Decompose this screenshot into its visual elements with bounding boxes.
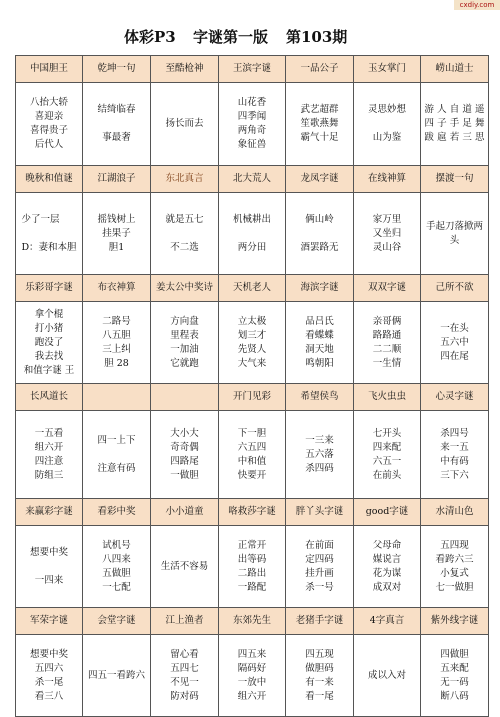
column-header: 希望侯鸟	[286, 384, 354, 411]
riddle-line: 洞天地	[305, 343, 334, 355]
riddle-line: 五做胆	[102, 567, 131, 579]
riddle-cell	[16, 302, 83, 384]
riddle-line: 挂果子	[102, 227, 131, 239]
riddle-line: 山为鉴	[372, 132, 402, 143]
riddle-line: 方向盘	[170, 315, 199, 327]
riddle-line: 四五现	[305, 648, 334, 660]
column-header: 军荣字谜	[16, 608, 83, 635]
riddle-line: 胆1	[108, 241, 125, 253]
riddle-line: 三下六	[440, 469, 469, 481]
riddle-line: 胆 28	[104, 357, 129, 369]
riddle-line: 路路通	[372, 329, 402, 341]
riddle-cell	[16, 83, 83, 166]
riddle-line: 五四七	[170, 662, 199, 674]
column-header: 心灵字谜	[421, 384, 489, 411]
riddle-line: 一放中	[237, 676, 267, 688]
riddle-cell	[219, 83, 286, 166]
title-lottery: 体彩P3	[124, 28, 176, 46]
riddle-line: 四在尾	[440, 350, 469, 362]
riddle-line: 手起刀落掀两头	[425, 220, 483, 246]
riddle-line: 看跨六三	[435, 553, 474, 565]
riddle-cell	[219, 411, 286, 499]
riddle-cell	[151, 83, 219, 166]
riddle-line: 一七配	[102, 581, 131, 593]
riddle-line: 六五四	[237, 441, 267, 453]
riddle-line: 定四码	[305, 553, 334, 565]
riddle-line: 跋扈若三思	[424, 132, 485, 143]
riddle-line: 想要中奖	[29, 546, 68, 558]
riddle-line: 二路出	[237, 567, 267, 579]
riddle-cell	[83, 635, 151, 717]
riddle-line: 打小猪	[34, 322, 64, 334]
riddle-line	[21, 227, 76, 241]
riddle-line: 立太极	[237, 315, 267, 327]
riddle-row	[16, 526, 489, 608]
riddle-line: 酒罢路无	[300, 241, 339, 253]
title-issue: 第103期	[286, 28, 348, 46]
riddle-line: 七一做胆	[435, 581, 474, 593]
riddle-line: 游人自道遥	[424, 104, 485, 115]
riddle-line: 杀一号	[305, 581, 334, 593]
riddle-line: 一在头	[440, 322, 469, 334]
column-header	[83, 384, 151, 411]
riddle-cell	[219, 635, 286, 717]
riddle-line: 扬长而去	[165, 118, 204, 129]
riddle-row	[16, 635, 489, 717]
header-row	[16, 275, 489, 302]
riddle-line: 里程表	[170, 329, 199, 341]
riddle-table	[15, 55, 489, 717]
riddle-line: 五四六	[34, 662, 64, 674]
column-header: 海滨字谜	[286, 275, 354, 302]
column-header: 己所不欲	[421, 275, 489, 302]
riddle-row	[16, 83, 489, 166]
column-header: 一品公子	[286, 56, 354, 83]
riddle-line: 杀一尾	[34, 676, 64, 688]
riddle-line: 二路号	[102, 315, 131, 327]
riddle-cell	[286, 635, 354, 717]
column-header: 江湖浪子	[83, 166, 151, 193]
riddle-line: 四季闻	[237, 111, 267, 122]
riddle-line: 七开头	[372, 427, 402, 439]
riddle-line: 组六开	[237, 690, 267, 702]
column-header: 乾坤一句	[83, 56, 151, 83]
riddle-cell	[83, 526, 151, 608]
riddle-line: 先贤人	[237, 343, 267, 355]
column-header: 晚秋和值谜	[16, 166, 83, 193]
riddle-line: 不见一	[170, 676, 199, 688]
riddle-line	[165, 227, 203, 241]
riddle-line: 成双对	[372, 581, 402, 593]
column-header: 紫外线字谜	[421, 608, 489, 635]
riddle-line: 喜得贵子	[29, 125, 68, 136]
riddle-line: 奇奇偶	[170, 441, 199, 453]
riddle-cell	[219, 526, 286, 608]
riddle-line: 机械耕出	[232, 213, 271, 225]
riddle-line: 四一上下	[97, 434, 136, 446]
column-header: 水清山色	[421, 499, 489, 526]
column-header: 江上渔者	[151, 608, 219, 635]
column-header: 乐彩哥字谜	[16, 275, 83, 302]
riddle-line: D：妻和本胆	[21, 241, 77, 253]
watermark: cxdiy.com	[454, 0, 500, 10]
riddle-line	[233, 227, 271, 241]
column-header: 双双字谜	[354, 275, 421, 302]
riddle-line: 花为谋	[372, 567, 402, 579]
riddle-line	[300, 227, 338, 241]
riddle-line: 八四来	[102, 553, 131, 565]
riddle-line: 灵思妙想	[367, 104, 406, 115]
riddle-cell	[286, 193, 354, 275]
riddle-line: 中和值	[237, 455, 267, 467]
riddle-line: 亲哥俩	[372, 315, 402, 327]
column-header: good字谜	[354, 499, 421, 526]
riddle-cell	[83, 193, 151, 275]
riddle-line: 和值字谜 王	[23, 364, 75, 376]
riddle-row	[16, 193, 489, 275]
riddle-line	[368, 117, 406, 131]
column-header: 胖丫头字谜	[286, 499, 354, 526]
column-header: 玉女掌门	[354, 56, 421, 83]
riddle-line: 俩山岭	[305, 213, 334, 225]
header-row	[16, 56, 489, 83]
riddle-line: 六五一	[372, 455, 402, 467]
riddle-line: 一做胆	[170, 469, 199, 481]
riddle-line: 挂升画	[305, 567, 334, 579]
riddle-line: 一五看	[34, 427, 64, 439]
column-header: 老猪手字谜	[286, 608, 354, 635]
column-header: 天机老人	[219, 275, 286, 302]
column-header: 4字真言	[354, 608, 421, 635]
riddle-line: 小复式	[440, 567, 469, 579]
riddle-line: 组六开	[34, 441, 64, 453]
column-header: 摆渡一句	[421, 166, 489, 193]
riddle-cell	[354, 411, 421, 499]
riddle-cell	[16, 635, 83, 717]
column-header: 布衣神算	[83, 275, 151, 302]
column-header	[151, 384, 219, 411]
riddle-cell	[421, 193, 489, 275]
riddle-cell	[354, 635, 421, 717]
riddle-cell	[16, 193, 83, 275]
riddle-line: 八抬大轿	[29, 97, 68, 108]
riddle-cell	[421, 526, 489, 608]
column-header: 开门见彩	[219, 384, 286, 411]
riddle-line: 品吕氏	[305, 315, 334, 327]
header-row	[16, 384, 489, 411]
column-header: 东郊先生	[219, 608, 286, 635]
riddle-line: 五来配	[440, 662, 469, 674]
riddle-line: 隔码好	[237, 662, 267, 674]
riddle-cell	[151, 635, 219, 717]
riddle-line: 两分田	[237, 241, 267, 253]
riddle-line: 防组三	[34, 469, 64, 481]
riddle-row	[16, 411, 489, 499]
riddle-line: 生活不容易	[160, 560, 209, 572]
riddle-line: 霸气十足	[300, 132, 339, 143]
riddle-line: 四五一看跨六	[87, 669, 145, 681]
riddle-line: 试机号	[102, 539, 131, 551]
riddle-line	[97, 448, 135, 462]
riddle-line: 做胆码	[305, 662, 334, 674]
riddle-cell	[83, 302, 151, 384]
riddle-line: 五四现	[440, 539, 469, 551]
riddle-line: 防对码	[170, 690, 199, 702]
riddle-line: 五六落	[305, 448, 334, 460]
riddle-line: 结绮临春	[97, 104, 136, 115]
column-header: 王滨字谜	[219, 56, 286, 83]
riddle-line: 它就跑	[170, 357, 199, 369]
riddle-cell	[219, 193, 286, 275]
riddle-line: 二二顺	[372, 343, 402, 355]
riddle-line: 正常开	[237, 539, 267, 551]
riddle-cell	[286, 302, 354, 384]
riddle-line: 喜迎亲	[34, 111, 64, 122]
riddle-line: 鸣朝阳	[305, 357, 334, 369]
riddle-cell	[16, 411, 83, 499]
column-header: 来赢彩字谜	[16, 499, 83, 526]
header-row	[16, 608, 489, 635]
riddle-line: 中有码	[440, 455, 469, 467]
riddle-cell	[421, 411, 489, 499]
column-header: 长风道长	[16, 384, 83, 411]
riddle-line: 媒说言	[372, 553, 402, 565]
riddle-line: 武艺超群	[300, 104, 339, 115]
column-header: 北大荒人	[219, 166, 286, 193]
riddle-line: 摇钱树上	[97, 213, 136, 225]
riddle-line: 一四来	[34, 574, 64, 586]
riddle-line: 家万里	[372, 213, 402, 225]
riddle-line: 一路配	[237, 581, 267, 593]
riddle-line: 无一码	[440, 676, 469, 688]
riddle-line: 笙歌燕舞	[300, 118, 339, 129]
riddle-line: 来一五	[440, 441, 469, 453]
riddle-line: 想要中奖	[29, 648, 68, 660]
riddle-line: 有一来	[305, 676, 334, 688]
riddle-line: 我去找	[34, 350, 64, 362]
title-name: 字谜第一版	[193, 28, 269, 46]
riddle-line: 看三八	[34, 690, 64, 702]
riddle-line: 出等码	[237, 553, 267, 565]
riddle-line: 拿个棍	[34, 308, 64, 320]
riddle-line: 划三才	[237, 329, 267, 341]
riddle-line: 下一胆	[237, 427, 267, 439]
riddle-line: 看蝶蝶	[305, 329, 334, 341]
riddle-line	[30, 560, 68, 574]
riddle-row	[16, 302, 489, 384]
riddle-cell	[151, 193, 219, 275]
riddle-cell	[286, 526, 354, 608]
riddle-line: 八五胆	[102, 329, 131, 341]
riddle-cell	[286, 411, 354, 499]
riddle-cell	[421, 635, 489, 717]
riddle-line: 少了一层	[21, 213, 60, 225]
riddle-line: 看一尾	[305, 690, 334, 702]
riddle-cell	[83, 83, 151, 166]
riddle-line: 在前面	[305, 539, 334, 551]
riddle-line: 一生情	[372, 357, 402, 369]
header-row	[16, 166, 489, 193]
riddle-line: 杀四码	[305, 462, 334, 474]
riddle-line: 大小大	[170, 427, 199, 439]
riddle-line: 四注意	[34, 455, 64, 467]
column-header: 飞火虫虫	[354, 384, 421, 411]
riddle-line	[97, 117, 135, 131]
riddle-line: 不二选	[170, 241, 199, 253]
column-header: 在线神算	[354, 166, 421, 193]
riddle-line: 留心看	[170, 648, 199, 660]
riddle-line: 象征兽	[237, 139, 267, 150]
riddle-cell	[151, 526, 219, 608]
riddle-cell	[354, 83, 421, 166]
column-header: 崂山道士	[421, 56, 489, 83]
column-header: 中国胆王	[16, 56, 83, 83]
riddle-line: 四来配	[372, 441, 402, 453]
riddle-line: 四做胆	[440, 648, 469, 660]
riddle-line: 两角奇	[237, 125, 267, 136]
riddle-cell	[421, 302, 489, 384]
column-header: 东北真言	[151, 166, 219, 193]
column-header: 龙凤字谜	[286, 166, 354, 193]
riddle-cell	[421, 83, 489, 166]
riddle-cell	[83, 411, 151, 499]
riddle-cell	[151, 302, 219, 384]
column-header: 小小道童	[151, 499, 219, 526]
riddle-cell	[286, 83, 354, 166]
riddle-cell	[16, 526, 83, 608]
riddle-line: 五六中	[440, 336, 469, 348]
column-header: 姜太公中奖诗	[151, 275, 219, 302]
riddle-line: 四五来	[237, 648, 267, 660]
riddle-line: 四子手足舞	[424, 118, 485, 129]
column-header: 至酷枪神	[151, 56, 219, 83]
column-header: 看彩中奖	[83, 499, 151, 526]
riddle-line: 三上纠	[102, 343, 131, 355]
header-row	[16, 499, 489, 526]
riddle-cell	[354, 302, 421, 384]
page-title	[0, 26, 500, 48]
column-header: 会堂字谜	[83, 608, 151, 635]
column-header: 咯救莎字谜	[219, 499, 286, 526]
riddle-line: 大气来	[237, 357, 267, 369]
riddle-cell	[151, 411, 219, 499]
riddle-line: 跑没了	[34, 336, 64, 348]
riddle-line: 山花香	[237, 97, 267, 108]
riddle-cell	[219, 302, 286, 384]
riddle-line: 灵山谷	[372, 241, 402, 253]
riddle-line: 成以入对	[367, 669, 406, 681]
riddle-line: 又坐归	[372, 227, 402, 239]
riddle-line: 父母命	[372, 539, 402, 551]
riddle-line: 后代人	[34, 139, 64, 150]
riddle-line: 就是五七	[165, 213, 204, 225]
riddle-line: 快要开	[237, 469, 267, 481]
riddle-line: 四路尾	[170, 455, 199, 467]
riddle-line: 事最奢	[102, 132, 131, 143]
riddle-line: 一三来	[305, 434, 334, 446]
riddle-line: 断八码	[440, 690, 469, 702]
riddle-line: 一加油	[170, 343, 199, 355]
riddle-cell	[354, 193, 421, 275]
riddle-cell	[354, 526, 421, 608]
riddle-line: 杀四号	[440, 427, 469, 439]
riddle-line: 注意有码	[97, 462, 136, 474]
riddle-line: 在前头	[372, 469, 402, 481]
